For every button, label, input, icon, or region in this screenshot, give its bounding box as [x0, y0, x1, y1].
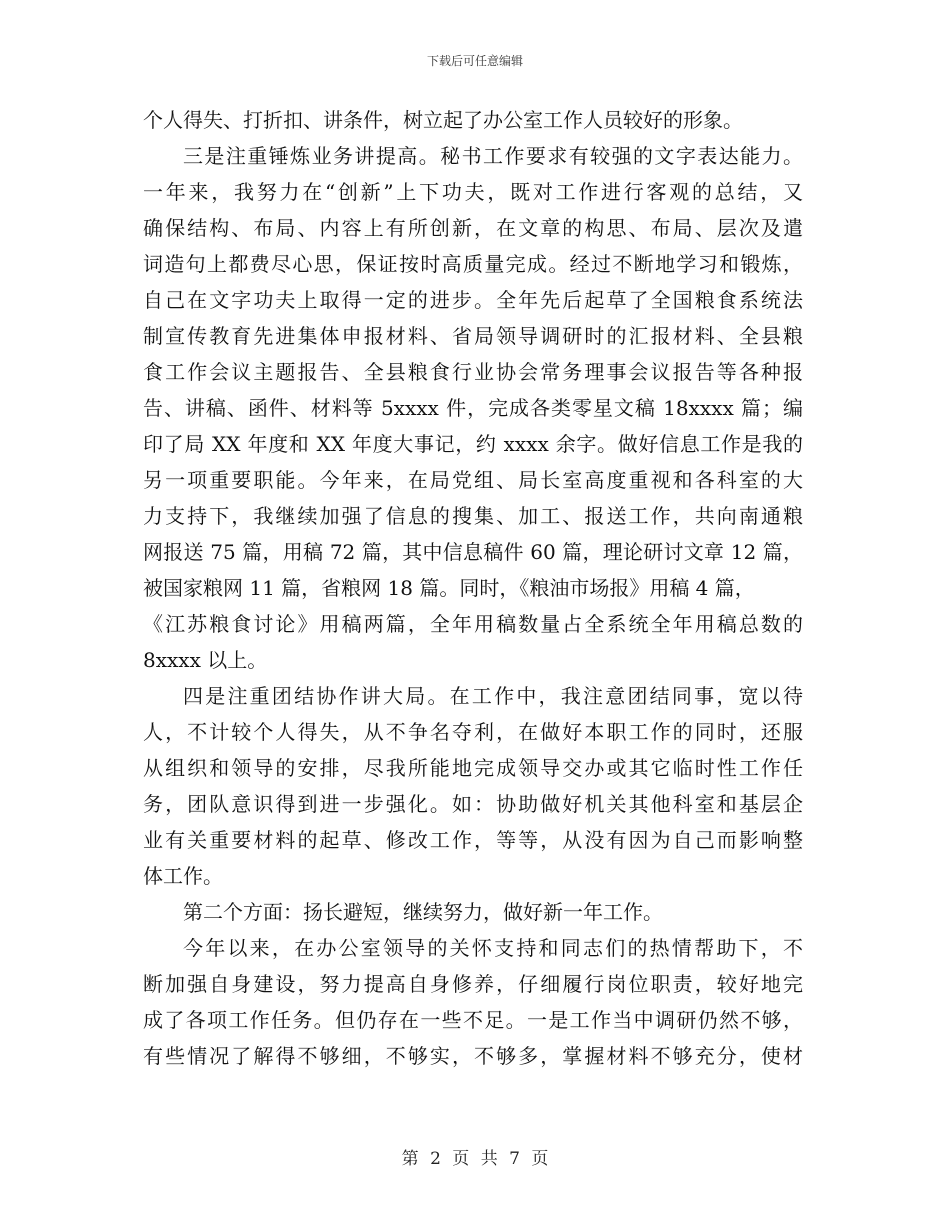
- text-line: 另一项重要职能。今年来，在局党组、局长室高度重视和各科室的大: [143, 468, 803, 492]
- text-line: 8xxxx 以上。: [143, 648, 268, 672]
- text-line: 力支持下，我继续加强了信息的搜集、加工、报送工作，共向南通粮: [143, 504, 803, 528]
- text-line: 体工作。: [143, 864, 223, 888]
- text-line: 从组织和领导的安排，尽我所能地完成领导交办或其它临时性工作任: [143, 756, 803, 780]
- text-line: 个人得失、打折扣、讲条件，树立起了办公室工作人员较好的形象。: [143, 108, 743, 132]
- text-line: 《江苏粮食讨论》用稿两篇，全年用稿数量占全系统全年用稿总数的: [143, 612, 803, 636]
- text-line: 务，团队意识得到进一步强化。如：协助做好机关其他科室和基层企: [143, 792, 803, 816]
- text-line: 自己在文字功夫上取得一定的进步。全年先后起草了全国粮食系统法: [143, 288, 803, 312]
- document-body: [143, 102, 803, 1074]
- text-line: 食工作会议主题报告、全县粮食行业协会常务理事会议报告等各种报: [143, 360, 803, 384]
- text-line: 有些情况了解得不够细，不够实，不够多，掌握材料不够充分，使材: [143, 1044, 803, 1068]
- text-line: 四是注重团结协作讲大局。在工作中，我注意团结同事，宽以待: [183, 684, 803, 708]
- text-line: 告、讲稿、函件、材料等 5xxxx 件，完成各类零星文稿 18xxxx 篇；编: [143, 396, 803, 420]
- text-line: 被国家粮网 11 篇，省粮网 18 篇。同时，《粮油市场报》用稿 4 篇，: [143, 576, 755, 600]
- text-line: 制宣传教育先进集体申报材料、省局领导调研时的汇报材料、全县粮: [143, 324, 803, 348]
- page-number: 第 2 页 共 7 页: [401, 1149, 549, 1169]
- text-line: 词造句上都费尽心思，保证按时高质量完成。经过不断地学习和锻炼，: [143, 252, 803, 276]
- page-header: 下载后可任意编辑: [426, 54, 523, 68]
- text-line: 成了各项工作任务。但仍存在一些不足。一是工作当中调研仍然不够，: [143, 1008, 803, 1032]
- text-line: 业有关重要材料的起草、修改工作，等等，从没有因为自己而影响整: [143, 828, 803, 852]
- text-line: 确保结构、布局、内容上有所创新，在文章的构思、布局、层次及遣: [143, 216, 803, 240]
- text-line: 网报送 75 篇，用稿 72 篇，其中信息稿件 60 篇，理论研讨文章 12 篇，: [143, 540, 803, 564]
- text-line: 三是注重锤炼业务讲提高。秘书工作要求有较强的文字表达能力。: [183, 144, 803, 168]
- text-line: 断加强自身建设，努力提高自身修养，仔细履行岗位职责，较好地完: [143, 972, 803, 996]
- text-line: 今年以来，在办公室领导的关怀支持和同志们的热情帮助下，不: [183, 936, 803, 960]
- text-line: 第二个方面：扬长避短，继续努力，做好新一年工作。: [183, 900, 663, 924]
- text-line: 印了局 XX 年度和 XX 年度大事记，约 xxxx 余字。做好信息工作是我的: [143, 432, 803, 456]
- text-line: 一年来，我努力在“创新”上下功夫，既对工作进行客观的总结，又: [143, 180, 803, 204]
- text-line: 人，不计较个人得失，从不争名夺利，在做好本职工作的同时，还服: [143, 720, 803, 744]
